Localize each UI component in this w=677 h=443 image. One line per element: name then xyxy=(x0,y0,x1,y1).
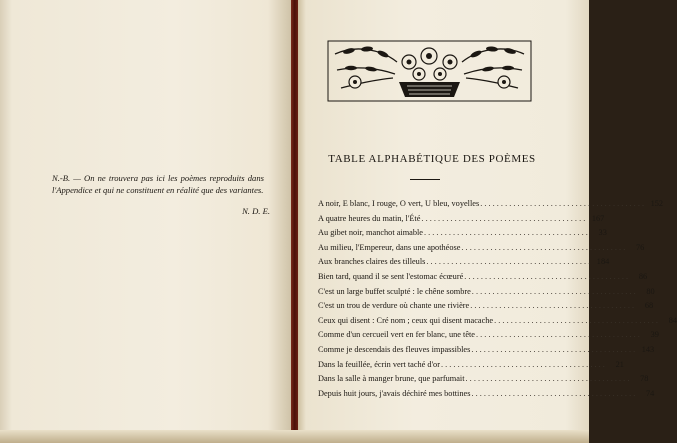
page-bottom-edge xyxy=(0,430,589,443)
toc-leader-dots xyxy=(479,199,645,208)
toc-entry-title: A quatre heures du matin, l'Été xyxy=(318,213,421,223)
toc-entry-page: 86 xyxy=(638,271,648,281)
toc-entry-page: 78 xyxy=(640,374,649,384)
toc-entry-title: Au gibet noir, manchot aimable xyxy=(318,228,423,238)
toc-entry-title: Depuis huit jours, j'avais déchiré mes bottines xyxy=(318,388,471,398)
toc-entry-page: 39 xyxy=(650,330,659,340)
toc-leader-dots xyxy=(460,243,626,252)
toc-entry xyxy=(318,330,659,345)
page-title: TABLE ALPHABÉTIQUE DES POÈMES xyxy=(328,153,536,165)
toc-entry-title: C'est un large buffet sculpté : le chêne sombre xyxy=(318,286,471,296)
toc-entry-title: Dans la salle à manger brune, que parfumait xyxy=(318,374,465,384)
title-rule xyxy=(410,179,440,180)
toc-leader-dots xyxy=(493,316,659,325)
toc-entry xyxy=(318,257,610,272)
left-page xyxy=(0,0,291,443)
toc-entry-title: Ceux qui disent : Cré nom ; ceux qui disent macache xyxy=(318,315,494,325)
toc-entry xyxy=(318,242,645,258)
toc-leader-dots xyxy=(423,228,589,237)
toc-entry-page: 80 xyxy=(646,286,655,296)
toc-entry xyxy=(318,344,655,360)
flower-basket-ornament-icon xyxy=(327,40,532,102)
toc-entry-title: Au milieu, l'Empereur, dans une apothéose xyxy=(318,242,461,252)
toc-entry-title: Bien tard, quand il se sent l'estomac écœuré xyxy=(318,271,464,281)
toc-entry-title: Comme je descendais des fleuves impassibles xyxy=(318,344,471,354)
toc-entry-page: 68 xyxy=(644,301,654,311)
toc-entry xyxy=(318,315,677,331)
toc-entry xyxy=(318,388,655,404)
toc-entry xyxy=(318,271,648,287)
toc-leader-dots xyxy=(465,374,631,383)
editor-initials: N. D. E. xyxy=(242,206,270,216)
editor-note-text: N.-B. — On ne trouvera pas ici les poèmes reproduits dans l'Appendice et qui ne constituent en réalité que des variantes. xyxy=(52,173,264,196)
toc-entry-page: 143 xyxy=(641,344,655,354)
toc-entry-title: Comme d'un cercueil vert en fer blanc, une tête xyxy=(318,330,475,340)
toc-leader-dots xyxy=(440,360,606,369)
toc-entry-page: 21 xyxy=(615,359,624,369)
toc-entry-page: 33 xyxy=(598,228,607,238)
toc-entry xyxy=(318,199,664,214)
toc-leader-dots xyxy=(475,330,641,339)
toc-entry-page: 152 xyxy=(650,199,664,208)
toc-entry-title: Dans la feuillée, écrin vert taché d'or xyxy=(318,359,440,369)
toc-leader-dots xyxy=(425,257,591,266)
toc-entry xyxy=(318,228,607,243)
toc-entry xyxy=(318,213,605,229)
toc-leader-dots xyxy=(470,345,636,354)
toc-entry-title: A noir, E blanc, I rouge, O vert, U bleu, voyelles xyxy=(318,199,480,208)
editor-note xyxy=(52,172,264,196)
toc-entry-page: 167 xyxy=(591,213,605,223)
toc-leader-dots xyxy=(471,287,637,296)
toc-entry-title: C'est un trou de verdure où chante une rivière xyxy=(318,301,470,311)
toc-leader-dots xyxy=(420,214,586,223)
toc-entry xyxy=(318,359,624,375)
toc-leader-dots xyxy=(469,301,635,310)
toc-leader-dots xyxy=(463,272,629,281)
table-of-contents xyxy=(318,199,677,403)
toc-entry xyxy=(318,286,655,302)
toc-entry-page: 184 xyxy=(596,257,610,267)
toc-entry-page: 84 xyxy=(668,315,677,325)
toc-entry xyxy=(318,374,649,389)
book-gutter xyxy=(291,0,298,443)
toc-entry-page: 74 xyxy=(646,388,655,398)
toc-entry xyxy=(318,301,654,316)
toc-leader-dots xyxy=(470,389,636,398)
toc-entry-title: Aux branches claires des tilleuls xyxy=(318,257,426,267)
toc-entry-page: 76 xyxy=(635,242,645,252)
